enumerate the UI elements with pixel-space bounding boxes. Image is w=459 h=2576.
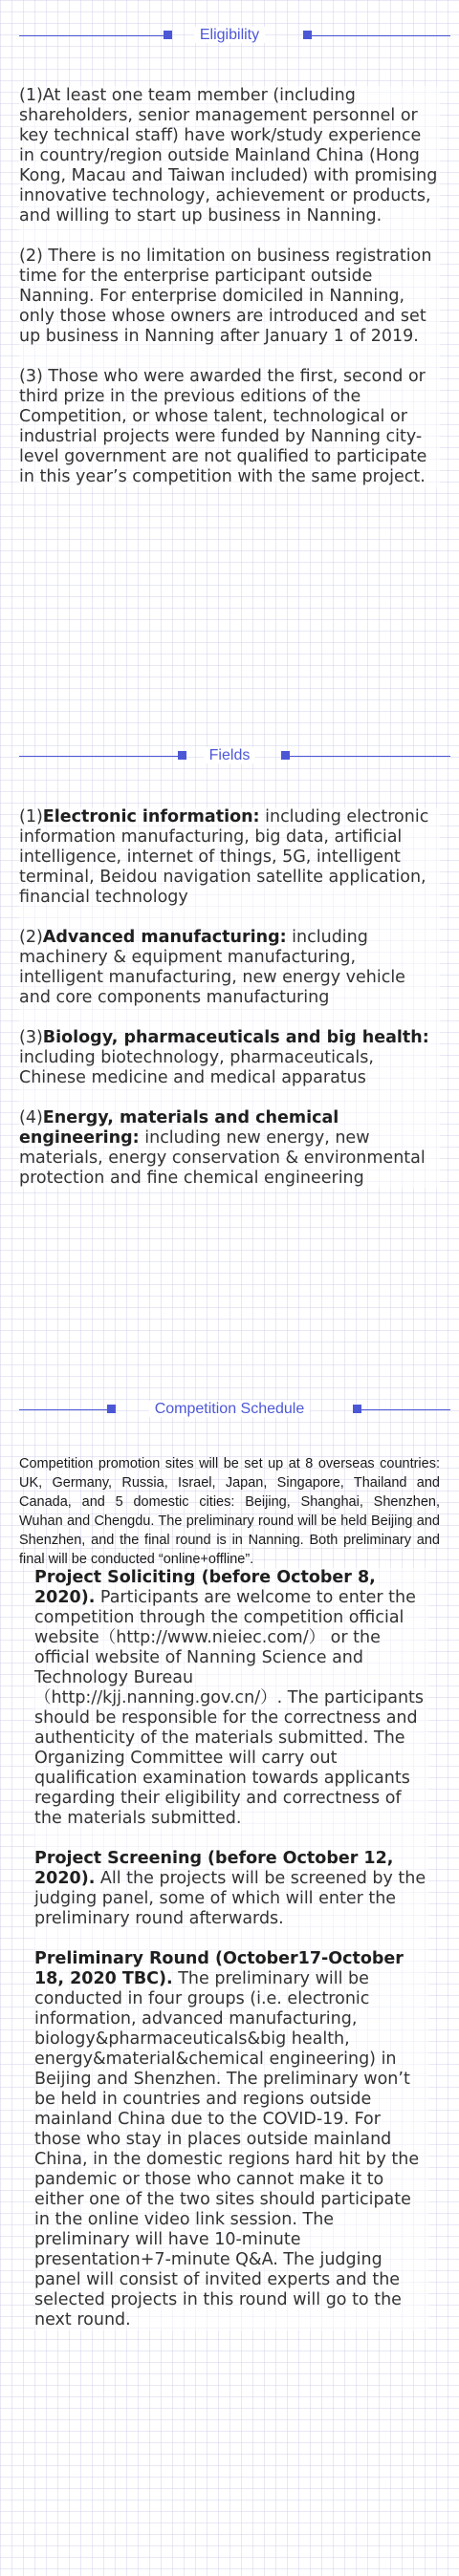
field-heading: Energy, materials and chemical engineering: bbox=[19, 1108, 339, 1148]
schedule-stage: Project Soliciting (before October 8, 2020). Participants are welcome to enter the competition through the competition official website（http://www.nieiec.com/） or the official website of Nanning Science and Technology Bureau（http://kjj.nanning.gov.cn/）. The participants should be responsible for the correctness and authenticity of the materials submitted. The Organizing Committee will carry out qualification examination towards applicants regarding their eligibility and correctness of the materials submitted. bbox=[34, 1568, 425, 1828]
section-title: Eligibility bbox=[0, 26, 459, 45]
field-item: (4)Energy, materials and chemical engineering: including new energy, new materials, energy conservation & environmental protection and fine chemical engineering bbox=[19, 1108, 426, 1188]
eligibility-paragraph: (2) There is no limitation on business registration time for the enterprise participant outside Nanning. For enterprise domiciled in Nanning, only those whose owners are introduced and set up business in Nanning after January 1 of 2019. bbox=[19, 247, 432, 346]
field-item: (3)Biology, pharmaceuticals and big health: including biotechnology, pharmaceuticals, Chinese medicine and medical apparatus bbox=[19, 1028, 429, 1087]
eligibility-header bbox=[0, 21, 459, 50]
schedule-header bbox=[0, 1395, 459, 1424]
stage-heading: Project Screening (before October 12, 2020). bbox=[34, 1849, 394, 1888]
schedule-card bbox=[34, 1568, 428, 2330]
field-item: (2)Advanced manufacturing: including machinery & equipment manufacturing, intelligent manufacturing, new energy vehicle and core components manufacturing bbox=[19, 928, 405, 1007]
field-heading: Advanced manufacturing: bbox=[42, 928, 287, 947]
eligibility-card bbox=[19, 86, 440, 487]
field-heading: Biology, pharmaceuticals and big health: bbox=[42, 1028, 429, 1047]
stage-heading: Project Soliciting (before October 8, 2020). bbox=[34, 1568, 376, 1607]
field-heading: Electronic information: bbox=[42, 807, 260, 826]
fields-card bbox=[19, 807, 440, 1189]
schedule-intro: Competition promotion sites will be set up at 8 overseas countries: UK, Germany, Russia, Israel, Japan, Singapore, Thailand and Canada, and 5 domestic cities: Beijing, Shanghai, Shenzhen, Wuhan and Chengdu. The preliminary round will be held Beijing and Shenzhen, and the final round is in Nanning. Both preliminary and final will be conducted “online+offline”. bbox=[19, 1456, 440, 1567]
eligibility-paragraph: (3) Those who were awarded the first, second or third prize in the previous editions of the Competition, or whose talent, technological or industrial projects were funded by Nanning city-level government are not qualified to participate in this year’s competition with the same project. bbox=[19, 367, 427, 486]
eligibility-paragraph: (1)At least one team member (including shareholders, senior management personnel or key technical staff) have work/study experience in country/region outside Mainland China (Hong Kong, Macau and Taiwan included) with promising innovative technology, achievement or products, and willing to start up business in Nanning. bbox=[19, 86, 438, 225]
stage-heading: Preliminary Round (October17-October 18, 2020 TBC). bbox=[34, 1949, 404, 1988]
field-item: (1)Electronic information: including electronic information manufacturing, big data, artificial intelligence, internet of things, 5G, intelligent terminal, Beidou navigation satellite application, financial technology bbox=[19, 807, 429, 907]
section-title: Competition Schedule bbox=[0, 1400, 459, 1419]
section-title: Fields bbox=[0, 746, 459, 765]
fields-header bbox=[0, 741, 459, 770]
schedule-stage: Preliminary Round (October17-October 18, 2020 TBC). The preliminary will be conducted in four groups (i.e. electronic information, advanced manufacturing, biology&pharmaceuticals&big health, energy&material&chemical engineering) in Beijing and Shenzhen. The preliminary won’t be held in countries and regions outside mainland China due to the COVID-19. For those who stay in places outside mainland China, in the domestic regions hard hit by the pandemic or those who cannot make it to either one of the two sites should participate in the online video link session. The preliminary will have 10-minute presentation+7-minute Q&A. The judging panel will consist of invited experts and the selected projects in this round will go to the next round. bbox=[34, 1949, 420, 2329]
schedule-stage: Project Screening (before October 12, 2020). All the projects will be screened by the judging panel, some of which will enter the preliminary round afterwards. bbox=[34, 1849, 426, 1928]
